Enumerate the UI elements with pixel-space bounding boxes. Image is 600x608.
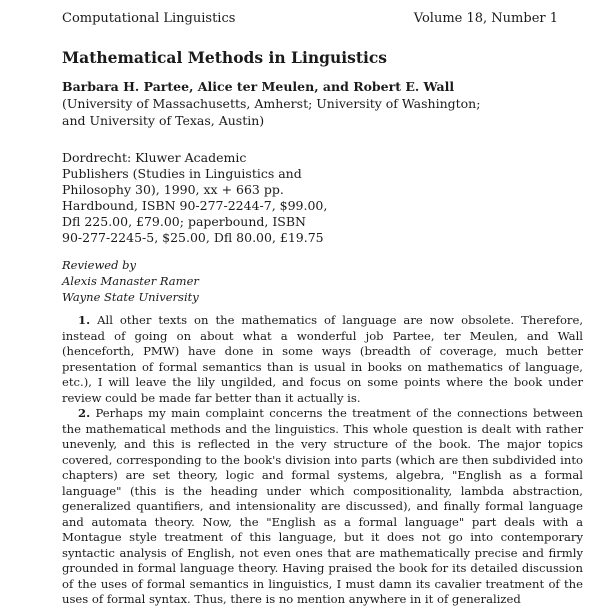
author-block	[62, 78, 562, 129]
pub-line: Philosophy 30), 1990, xx + 663 pp.	[62, 182, 284, 197]
running-header	[62, 11, 558, 27]
journal-name: Computational Linguistics	[62, 11, 236, 26]
author-names: Barbara H. Partee, Alice ter Meulen, and Robert E. Wall	[62, 79, 455, 94]
paragraph	[62, 313, 583, 406]
paragraph-number: 2.	[78, 406, 91, 420]
paragraph	[62, 406, 583, 608]
paragraph-text: All other texts on the mathematics of language are now obsolete. Therefore, instead of going on about what a wonderful job Partee, ter Meulen, and Wall (henceforth, PMW) have done in some ways (breadth of coverage, much better presentation of formal semantics than is usual in books on mathematics of language, etc.), I will leave the lily ungilded, and focus on some points where the book under review could be made far better than it actually is.	[62, 313, 584, 405]
reviewer-name: Alexis Manaster Ramer	[62, 274, 199, 288]
paragraph-number: 1.	[78, 313, 91, 327]
publication-info	[62, 150, 372, 246]
volume-number: Volume 18, Number 1	[413, 11, 558, 26]
affiliation-line-1: (University of Massachusetts, Amherst; University of Washington;	[62, 96, 481, 111]
paragraph-text: Perhaps my main complaint concerns the treatment of the connections between the mathematical methods and the linguistics. This whole question is dealt with rather unevenly, and this is reflected in the very structure of the book. The major topics covered, corresponding to the book's division into parts (which are then subdivided into chapters) are set theory, logic and formal systems, algebra, "English as a formal language" (this is the heading under which compositionality, lambda abstraction, generalized quantifiers, and intensionality are discussed), and finally formal language and automata theory. Now, the "English as a formal language" part deals with a Montague style treatment of this language, but it does not go into contemporary syntactic analysis of English, not even ones that are mathematically precise and firmly grounded in formal language theory. Having praised the book for its detailed discussion of the uses of formal semantics in linguistics, I must damn its cavalier treatment of the uses of formal syntax. Thus, there is no mention anywhere in it of generalized	[62, 406, 584, 606]
reviewer-institution: Wayne State University	[62, 290, 199, 304]
pub-line: Hardbound, ISBN 90-277-2244-7, $99.00,	[62, 198, 328, 213]
reviewed-by-label: Reviewed by	[62, 258, 136, 272]
reviewer-block	[62, 257, 362, 305]
affiliation-line-2: and University of Texas, Austin)	[62, 113, 265, 128]
pub-line: Dfl 225.00, £79.00; paperbound, ISBN	[62, 214, 306, 229]
pub-line: Dordrecht: Kluwer Academic	[62, 150, 247, 165]
review-title: Mathematical Methods in Linguistics	[62, 48, 388, 67]
review-body	[62, 313, 583, 608]
pub-line: Publishers (Studies in Linguistics and	[62, 166, 302, 181]
pub-line: 90-277-2245-5, $25.00, Dfl 80.00, £19.75	[62, 230, 324, 245]
